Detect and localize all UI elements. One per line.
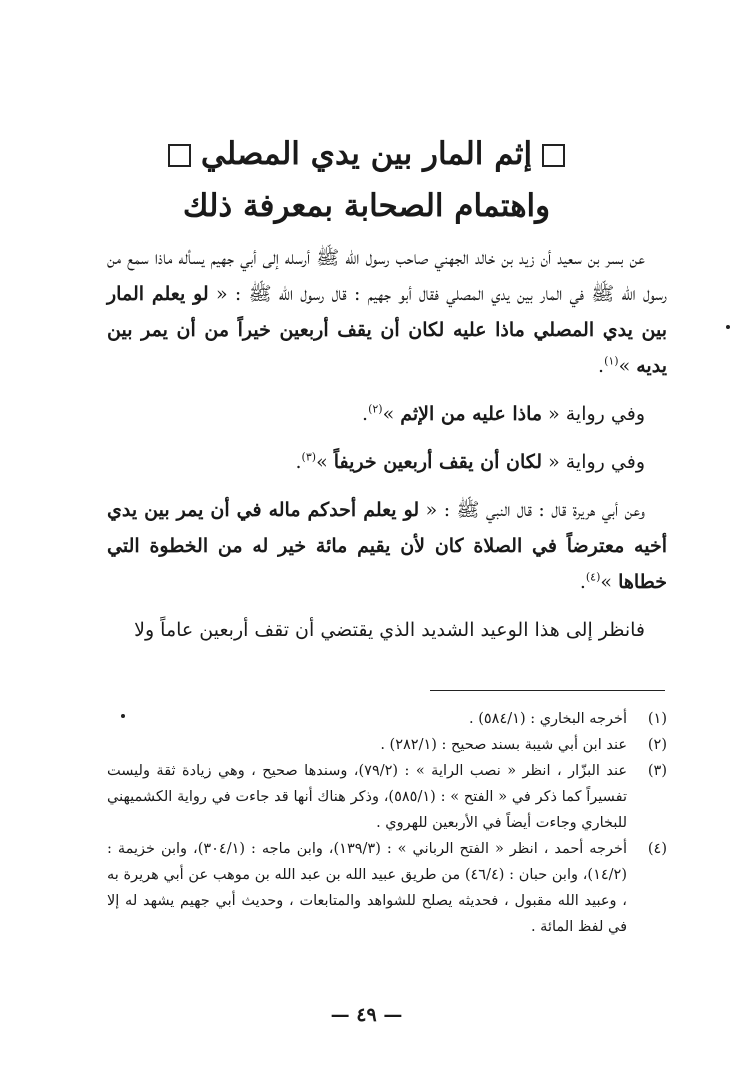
footnote-1 bbox=[107, 706, 667, 732]
square-ornament-icon bbox=[542, 144, 565, 167]
footnote-number: (١) bbox=[647, 711, 667, 727]
footnote-ref-1[interactable]: (١) bbox=[604, 354, 619, 368]
title-text-1: إثم المار بين يدي المصلي bbox=[200, 136, 533, 172]
scan-speck bbox=[726, 325, 730, 329]
title-line-2: واهتمام الصحابة بمعرفة ذلك bbox=[182, 188, 551, 224]
footnote-divider bbox=[430, 690, 665, 691]
main-text bbox=[107, 240, 667, 660]
footnote-3 bbox=[107, 758, 667, 836]
square-ornament-icon bbox=[168, 144, 191, 167]
hadith-text-4: لو يعلم أحدكم ماله في أن يمر بين يدي أخيه معترضاً في الصلاة كان لأن يقيم مائة خير له من الخطوة التي خطاها bbox=[107, 499, 667, 593]
footnote-number: (٤) bbox=[647, 841, 667, 857]
paragraph-2: وفي رواية « ماذا عليه من الإثم »$^{(٢)}$. bbox=[362, 402, 645, 425]
hadith-text-3: لكان أن يقف أربعين خريفاً bbox=[333, 451, 543, 473]
footnote-text: أخرجه البخاري : (٥٨٤/١) . bbox=[469, 711, 627, 727]
page-number: — ٤٩ — bbox=[330, 1004, 403, 1026]
paragraph-5: فانظر إلى هذا الوعيد الشديد الذي يقتضي أن تقف أربعين عاماً ولا bbox=[134, 619, 645, 641]
chapter-title bbox=[100, 128, 633, 232]
footnote-text: عند البزّار ، انظر « نصب الراية » : (٧٩/٢)، وسندها صحيح ، وهي زيادة ثقة وليست تفسيراً كما ذكر في « الفتح » : (٥٨٥/١)، وذكر هناك أنها قد جاءت في رواية الكشميهني للبخاري وجاءت أيضاً في الأربعين للهروي . bbox=[107, 763, 628, 831]
paragraph-1: عن بسر بن سعيد أن زيد بن خالد الجهني صاحب رسول الله ﷺ أرسله إلى أبي جهيم يسأله ماذا سمع من رسول الله ﷺ في المار بين يدي المصلي فقال أبو جهيم : قال رسول الله ﷺ : « لو يعلم المار بين يدي المصلي ماذا عليه لكان أن يقف أربعين خيراً من أن يمر بين يديه »$^{(١)}$. bbox=[107, 247, 667, 377]
title-line-1 bbox=[100, 128, 633, 180]
footnote-ref-3[interactable]: (٣) bbox=[301, 450, 317, 464]
hadith-text-2: ماذا عليه من الإثم bbox=[400, 403, 543, 425]
footnotes bbox=[107, 706, 667, 940]
footnote-text: عند ابن أبي شيبة بسند صحيح : (٢٨٢/١) . bbox=[380, 737, 627, 753]
footnote-4 bbox=[107, 836, 667, 940]
footnote-number: (٢) bbox=[647, 737, 667, 753]
footnote-text: أخرجه أحمد ، انظر « الفتح الرباني » : (١٣٩/٣)، وابن ماجه : (٣٠٤/١)، وابن خزيمة : (١٤/٢)، وابن حبان : (٤٦/٤) من طريق عبيد الله بن عبد الله بن موهب عن أبي هريرة به ، وعبيد الله مقبول ، فحديثه يصلح للشواهد والمتابعات ، وحديث أبي جهيم يشهد له إلا في لفظ المائة . bbox=[107, 841, 628, 935]
hadith-text-1: لو يعلم المار بين يدي المصلي ماذا عليه لكان أن يقف أربعين خيراً من أن يمر بين يديه bbox=[107, 283, 667, 377]
footnote-number: (٣) bbox=[647, 763, 667, 779]
footnote-ref-4[interactable]: (٤) bbox=[585, 570, 601, 584]
footnote-ref-2[interactable]: (٢) bbox=[368, 402, 383, 416]
paragraph-3: وفي رواية « لكان أن يقف أربعين خريفاً »$^{(٣)}$. bbox=[295, 450, 645, 473]
footnote-2 bbox=[107, 732, 667, 758]
paragraph-4: وعن أبي هريرة قال : قال النبي ﷺ : « لو يعلم أحدكم ماله في أن يمر بين يدي أخيه معترضاً في الصلاة كان لأن يقيم مائة خير له من الخطوة التي خطاها »$^{(٤)}$. bbox=[107, 499, 667, 593]
scan-speck bbox=[121, 714, 125, 718]
